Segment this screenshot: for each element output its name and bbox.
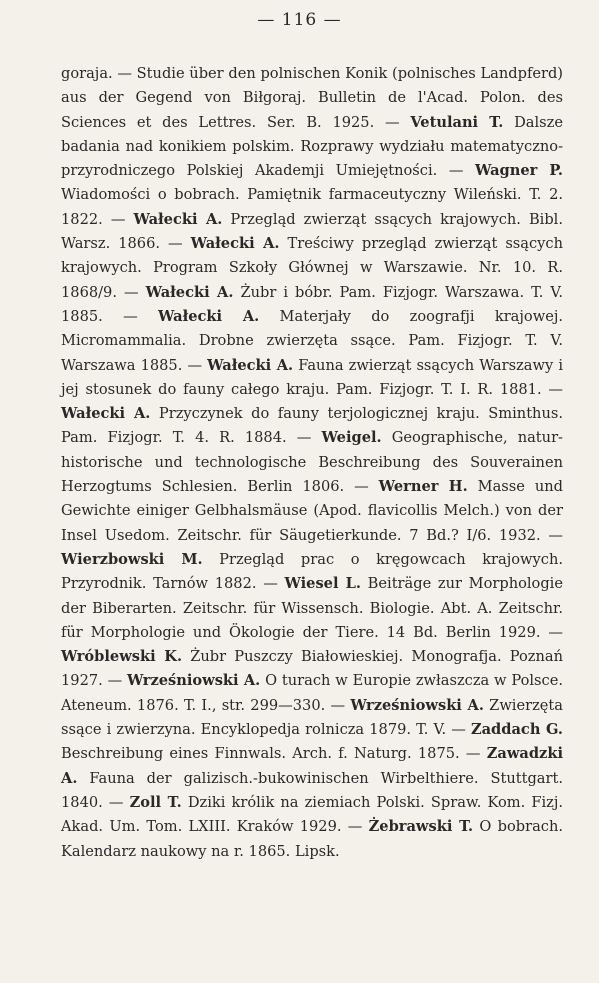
author-name: Werner H. [378, 478, 468, 496]
citation-text: Materjały do zoografji krajowej. Micromammalia. Drobne zwierzęta ssące. Pam. Fizjogr. T. V. Warszawa 1885. — [61, 307, 563, 374]
author-name: Wróblewski K. [61, 648, 183, 666]
citation-text: Geographische, natur-historische und technologische Beschreibung des Souverainen Herzogtums Schlesien. Berlin 1806. — [61, 429, 563, 496]
author-name: Zawadzki A. [61, 745, 563, 787]
citation-text: Fauna der galizisch.-bukowinischen Wirbelthiere. Stuttgart. 1840. — [61, 769, 563, 811]
author-name: Wiesel L. [284, 575, 361, 593]
author-name: Wałecki A. [145, 283, 234, 301]
citation-text: Żubr i bóbr. Pam. Fizjogr. Warszawa. T. V. 1885. — [61, 283, 563, 325]
citation-text: Przyczynek do fauny terjologicznej kraju. Sminthus. Pam. Fizjogr. T. 4. R. 1884. — [61, 405, 563, 447]
citation-text: Zwierzęta ssące i zwierzyna. Encyklopedja rolnicza 1879. T. V. — [61, 696, 563, 739]
citation-text: goraja. — Studie über den polnischen Konik (polnisches Landpferd) aus der Gegend von Biłgoraj. Bulletin de l'Acad. Polon. des Sciences et des Lettres. Ser. B. 1925. — [61, 65, 563, 131]
citation-text: Przegląd prac o kręgowcach krajowych. Przyrodnik. Tarnów 1882. — [61, 550, 563, 593]
page-number: — 116 — [257, 10, 342, 30]
citation-text: Treściwy przegląd zwierząt ssących krajowych. Program Szkoły Głównej w Warszawie. Nr. 10. R. 1868/9. — [61, 235, 563, 301]
author-name: Żebrawski T. [368, 818, 474, 836]
citation-text: Masse und Gewichte einiger Gelbhalsmäuse (Apod. flavicollis Melch.) von der Insel Usedom. Zeitschr. für Säugetierkunde. 7 Bd.? I/6. 1932. — [61, 478, 563, 544]
author-name: Wałecki A. [133, 210, 223, 228]
author-name: Wałecki A. [207, 356, 294, 374]
author-name: Wagner P. [474, 162, 563, 180]
author-name: Zaddach G. [470, 721, 564, 739]
citation-text: Fauna zwierząt ssących Warszawy i jej stosunek do fauny całego kraju. Pam. Fizjogr. T. I. R. 1881. — [61, 356, 563, 398]
citation-text: Dziki królik na ziemiach Polski. Spraw. Kom. Fizj. Akad. Um. Tom. LXIII. Kraków 1929. — [61, 793, 563, 836]
citation-text: Przegląd zwierząt ssących krajowych. Bibl. Warsz. 1866. — [61, 210, 563, 253]
bibliography-paragraph [61, 62, 563, 864]
author-name: Wałecki A. [61, 405, 151, 423]
author-name: Wrześniowski A. [350, 696, 484, 714]
citation-text: Wiadomości o bobrach. Pamiętnik farmaceutyczny Wileński. T. 2. 1822. — [61, 186, 563, 228]
author-name: Wałecki A. [158, 307, 260, 325]
citation-text: O turach w Europie zwłaszcza w Polsce. Ateneum. 1876. T. I., str. 299—330. — [61, 672, 563, 714]
author-name: Weigel. [321, 429, 382, 447]
citation-text: Beiträge zur Morphologie der Biberarten. Zeitschr. für Wissensch. Biologie. Abt. A. Zeitschr. für Morphologie und Ökologie der Tiere. 14 Bd. Berlin 1929. — [61, 575, 563, 641]
author-name: Wierzbowski M. [61, 550, 203, 568]
author-name: Wrześniowski A. [127, 672, 261, 690]
citation-text: Dalsze badania nad konikiem polskim. Rozprawy wydziału matematyczno-przyrodniczego Polskiej Akademji Umiejętności. — [61, 113, 563, 180]
author-name: Wałecki A. [190, 235, 280, 253]
author-name: Vetulani T. [410, 113, 504, 131]
author-name: Zoll T. [129, 793, 182, 811]
citation-text: O bobrach. Kalendarz naukowy na r. 1865. Lipsk. [61, 818, 563, 860]
citation-text: Beschreibung eines Finnwals. Arch. f. Naturg. 1875. — [61, 745, 487, 763]
citation-text: Żubr Puszczy Białowieskiej. Monografja. Poznań 1927. — [61, 648, 563, 690]
